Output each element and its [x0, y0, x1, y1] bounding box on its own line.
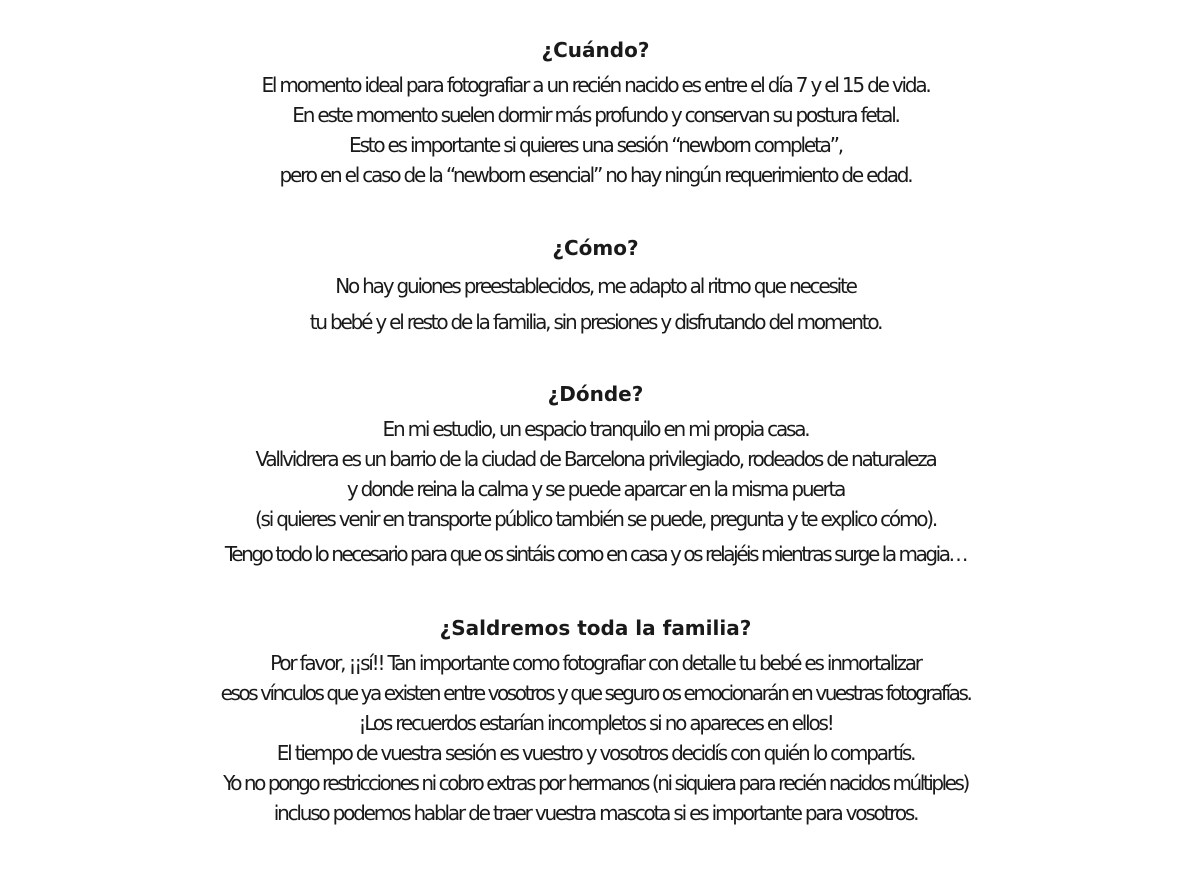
- paragraph-line: Tengo todo lo necesario para que os sintáis como en casa y os relajéis mientras surge la magia…: [224, 542, 967, 566]
- paragraph-line: El momento ideal para fotografiar a un recién nacido es entre el día 7 y el 15 de vida.: [261, 73, 930, 97]
- paragraph-line: ¡Los recuerdos estarían incompletos si no apareces en ellos!: [358, 711, 833, 735]
- paragraph-line: tu bebé y el resto de la familia, sin presiones y disfrutando del momento.: [309, 310, 882, 334]
- section-donde: [0, 382, 1191, 569]
- paragraph-line: En mi estudio, un espacio tranquilo en mi propia casa.: [382, 417, 809, 441]
- heading-donde: ¿Dónde?: [547, 382, 644, 406]
- heading-como: ¿Cómo?: [552, 236, 639, 260]
- paragraph-line: pero en el caso de la “newborn esencial” no hay ningún requerimiento de edad.: [279, 163, 912, 187]
- heading-cuando: ¿Cuándo?: [541, 38, 650, 62]
- paragraph-line: El tiempo de vuestra sesión es vuestro y vosotros decidís con quién lo compartís.: [276, 741, 915, 765]
- paragraph-line: En este momento suelen dormir más profundo y conservan su postura fetal.: [292, 103, 899, 127]
- paragraph-line: y donde reina la calma y se puede aparcar en la misma puerta: [346, 477, 845, 501]
- paragraph-line: Por favor, ¡¡sí!! Tan importante como fotografiar con detalle tu bebé es inmortalizar: [270, 651, 921, 675]
- section-cuando: [0, 38, 1191, 190]
- paragraph-line: Esto es importante si quieres una sesión “newborn completa”,: [349, 133, 842, 157]
- heading-familia: ¿Saldremos toda la familia?: [439, 616, 752, 640]
- paragraph-line: esos vínculos que ya existen entre vosotros y que seguro os emocionarán en vuestras fotografías.: [220, 681, 971, 705]
- section-familia: [0, 616, 1191, 828]
- section-como: [0, 236, 1191, 340]
- paragraph-line: No hay guiones preestablecidos, me adapto al ritmo que necesite: [335, 274, 856, 298]
- paragraph-line: incluso podemos hablar de traer vuestra mascota si es importante para vosotros.: [273, 801, 918, 825]
- paragraph-line: Vallvidrera es un barrio de la ciudad de Barcelona privilegiado, rodeados de naturaleza: [255, 447, 936, 471]
- paragraph-line: Yo no pongo restricciones ni cobro extras por hermanos (ni siquiera para recién nacidos múltiples): [223, 771, 968, 795]
- paragraph-line: (si quieres venir en transporte público también se puede, pregunta y te explico cómo).: [254, 507, 937, 531]
